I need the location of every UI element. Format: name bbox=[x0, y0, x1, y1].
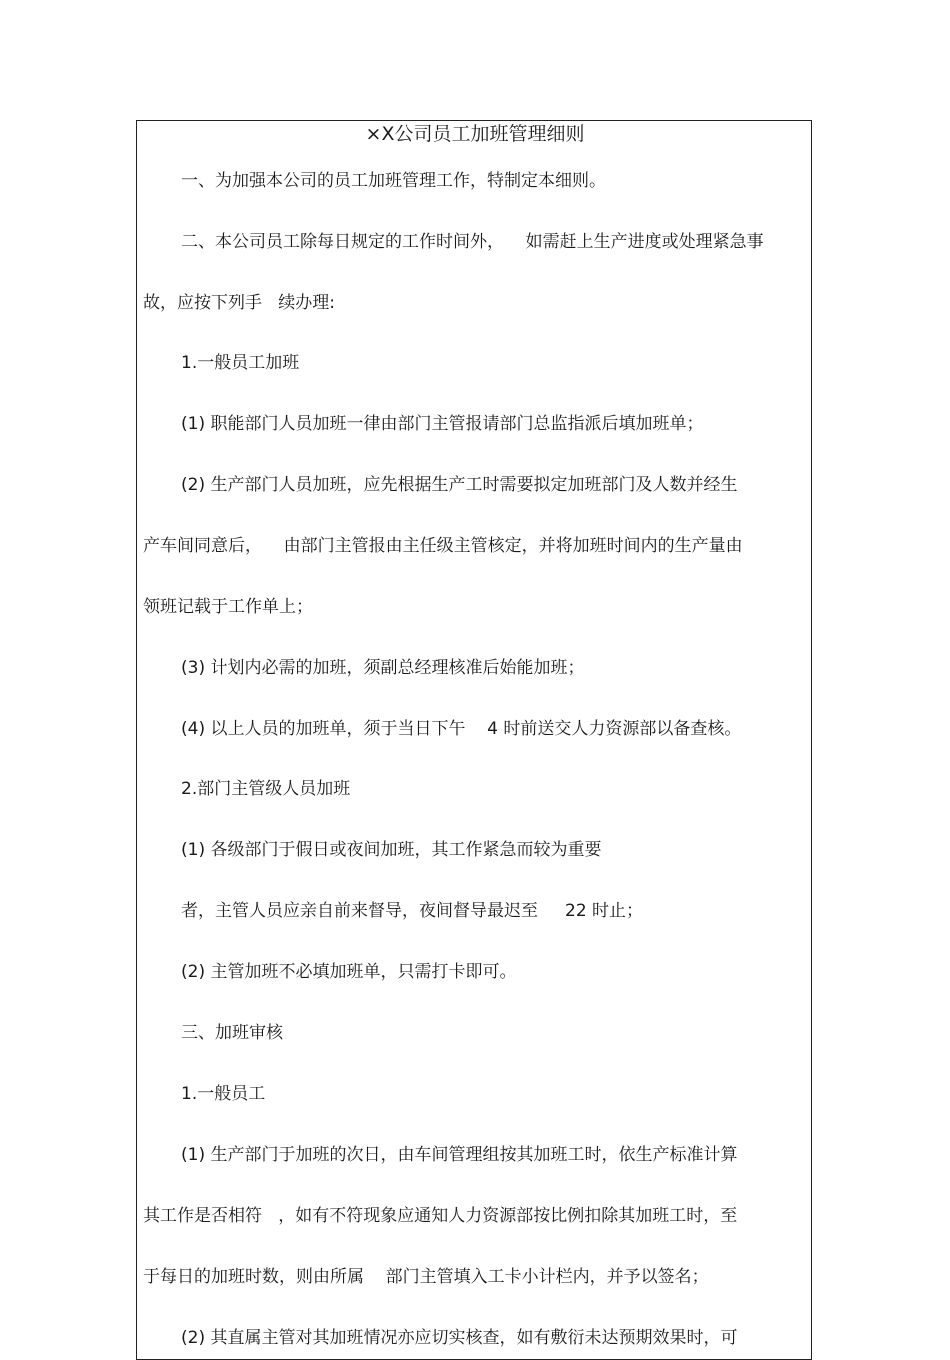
list-item-4: (4) 以上人员的加班单，须于当日下午 4 时前送交人力资源部以备查核。 bbox=[181, 719, 742, 739]
document-title: ×X公司员工加班管理细则 bbox=[365, 123, 585, 145]
list-item-2-continued-end: 领班记载于工作单上； bbox=[143, 597, 313, 617]
manager-list-item-1: (1) 各级部门于假日或夜间加班，其工作紧急而较为重要 bbox=[181, 840, 602, 860]
review-list-item-1-continued: 其工作是否相符 ，如有不符现象应通知人力资源部按比例扣除其加班工时，至 bbox=[143, 1206, 738, 1226]
review-list-item-1: (1) 生产部门于加班的次日，由车间管理组按其加班工时，依生产标准计算 bbox=[181, 1145, 738, 1165]
subsection-heading-general-staff: 1.一般员工 bbox=[181, 1084, 266, 1104]
list-item-3: (3) 计划内必需的加班，须副总经理核准后始能加班； bbox=[181, 658, 585, 678]
review-list-item-1-continued-end: 于每日的加班时数，则由所属 部门主管填入工卡小计栏内，并予以签名； bbox=[143, 1267, 709, 1287]
list-item-1: (1) 职能部门人员加班一律由部门主管报请部门总监指派后填加班单； bbox=[181, 414, 704, 434]
section-heading-general-staff-overtime: 1.一般员工加班 bbox=[181, 353, 300, 373]
paragraph-line-3: 故，应按下列手 续办理: bbox=[143, 293, 335, 313]
paragraph-line-1: 一、为加强本公司的员工加班管理工作，特制定本细则。 bbox=[181, 171, 606, 191]
paragraph-line-2: 二、本公司员工除每日规定的工作时间外， 如需赶上生产进度或处理紧急事 bbox=[181, 232, 764, 252]
manager-list-item-2: (2) 主管加班不必填加班单，只需打卡即可。 bbox=[181, 962, 517, 982]
list-item-2-continued: 产车间同意后， 由部门主管报由主任级主管核定，并将加班时间内的生产量由 bbox=[143, 536, 743, 556]
review-list-item-2: (2) 其直属主管对其加班情况亦应切实核查，如有敷衍未达预期效果时，可 bbox=[181, 1328, 738, 1348]
section-heading-manager-overtime: 2.部门主管级人员加班 bbox=[181, 779, 351, 799]
list-item-2: (2) 生产部门人员加班，应先根据生产工时需要拟定加班部门及人数并经生 bbox=[181, 475, 738, 495]
manager-list-item-1-continued: 者，主管人员应亲自前来督导，夜间督导最迟至 22 时止； bbox=[181, 901, 644, 921]
section-heading-overtime-review: 三、加班审核 bbox=[181, 1023, 283, 1043]
